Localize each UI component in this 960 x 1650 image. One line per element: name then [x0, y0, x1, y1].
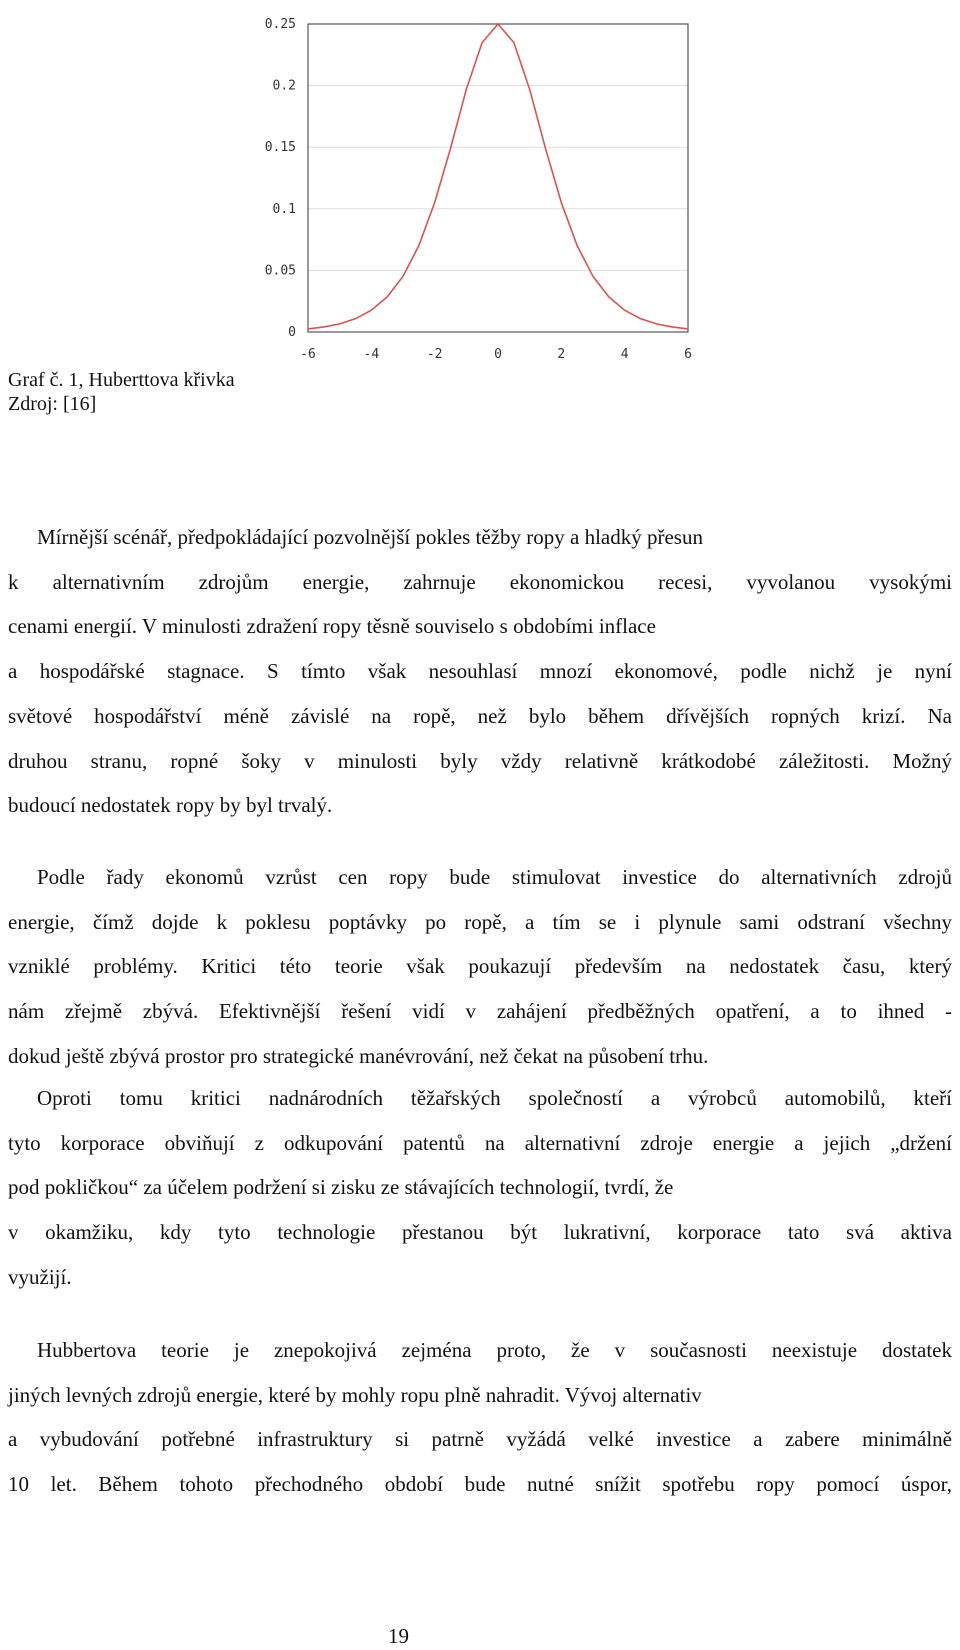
text-line: a hospodářské stagnace. S tímto však nesouhlasí mnozí ekonomové, podle nichž je nyní: [8, 659, 952, 684]
text-line: k alternativním zdrojům energie, zahrnuje ekonomickou recesi, vyvolanou vysokými: [8, 569, 952, 594]
page-number: 19: [388, 1624, 409, 1648]
chart-grid: [308, 24, 688, 332]
y-tick-label: 0.2: [272, 78, 296, 94]
text-line: vzniklé problémy. Kritici této teorie však poukazují především na nedostatek času, který: [8, 954, 952, 979]
y-tick-label: 0.25: [264, 17, 296, 32]
y-tick-label: 0.05: [264, 263, 296, 279]
hubbert-curve-chart: [258, 2, 738, 382]
x-tick-label: -2: [426, 347, 443, 362]
x-tick-label: 6: [684, 347, 692, 362]
paragraph-mild-scenario: [8, 515, 952, 828]
caption-source: Zdroj: [16]: [8, 393, 97, 415]
x-tick-label: 0: [494, 347, 502, 362]
text-line: v okamžiku, kdy tyto technologie přestanou být lukrativní, korporace tato svá aktiva: [8, 1220, 952, 1245]
text-line: a vybudování potřebné infrastruktury si patrně vyžádá velké investice a zabere minimálně: [8, 1427, 952, 1452]
caption-title: Graf č. 1, Huberttova křivka: [8, 369, 235, 391]
text-line: Oproti tomu kritici nadnárodních těžařských společností a výrobců automobilů, kteří: [37, 1086, 952, 1110]
x-tick-label: -4: [363, 347, 380, 362]
y-axis-ticks: [265, 17, 296, 340]
text-line: pod pokličkou“ za účelem podržení si zisku ze stávajících technologií, tvrdí, že: [8, 1175, 674, 1200]
y-tick-label: 0: [288, 325, 296, 340]
paragraph-hubbert-theory: [8, 1328, 952, 1507]
text-line: energie, čímž dojde k poklesu poptávky po ropě, a tím se i plynule sami odstraní všechny: [8, 909, 952, 934]
text-line: Podle řady ekonomů vzrůst cen ropy bude stimulovat investice do alternativních zdrojů: [37, 865, 952, 889]
plot-frame: [308, 24, 688, 332]
text-line: Mírnější scénář, předpokládající pozvolnější pokles těžby ropy a hladký přesun: [37, 525, 703, 549]
x-tick-label: 4: [620, 347, 629, 362]
text-line: jiných levných zdrojů energie, které by mohly ropu plně nahradit. Vývoj alternativ: [8, 1382, 702, 1407]
x-axis-ticks: [300, 347, 692, 362]
text-line: nám zřejmě zbývá. Efektivnější řešení vidí v zahájení předběžných opatření, a to ihned -: [8, 999, 952, 1024]
text-line: Hubbertova teorie je znepokojivá zejména proto, že v současnosti neexistuje dostatek: [37, 1338, 952, 1362]
text-line: druhou stranu, ropné šoky v minulosti byly vždy relativně krátkodobé záležitosti. Možný: [8, 748, 952, 773]
y-tick-label: 0.15: [264, 140, 296, 156]
paragraph-economists: [8, 855, 952, 1079]
y-tick-label: 0.1: [272, 201, 296, 217]
text-line: dokud ještě zbývá prostor pro strategické manévrování, než čekat na působení trhu.: [8, 1043, 709, 1068]
hubbert-curve-line: [308, 24, 688, 329]
text-line: 10 let. Během tohoto přechodného období bude nutné snížit spotřebu ropy pomocí úspor,: [8, 1472, 952, 1497]
x-tick-label: -6: [300, 347, 316, 362]
x-tick-label: 2: [557, 347, 566, 362]
figure-caption: [8, 368, 235, 416]
paragraph-critics: [8, 1076, 952, 1300]
text-line: cenami energií. V minulosti zdražení ropy těsně souviselo s obdobími inflace: [8, 614, 656, 639]
text-line: tyto korporace obviňují z odkupování patentů na alternativní zdroje energie a jejich „držení: [8, 1130, 952, 1155]
text-line: budoucí nedostatek ropy by byl trvalý.: [8, 793, 333, 818]
text-line: využijí.: [8, 1264, 72, 1289]
text-line: světové hospodářství méně závislé na ropě, než bylo během dřívějších ropných krizí. Na: [8, 703, 952, 728]
